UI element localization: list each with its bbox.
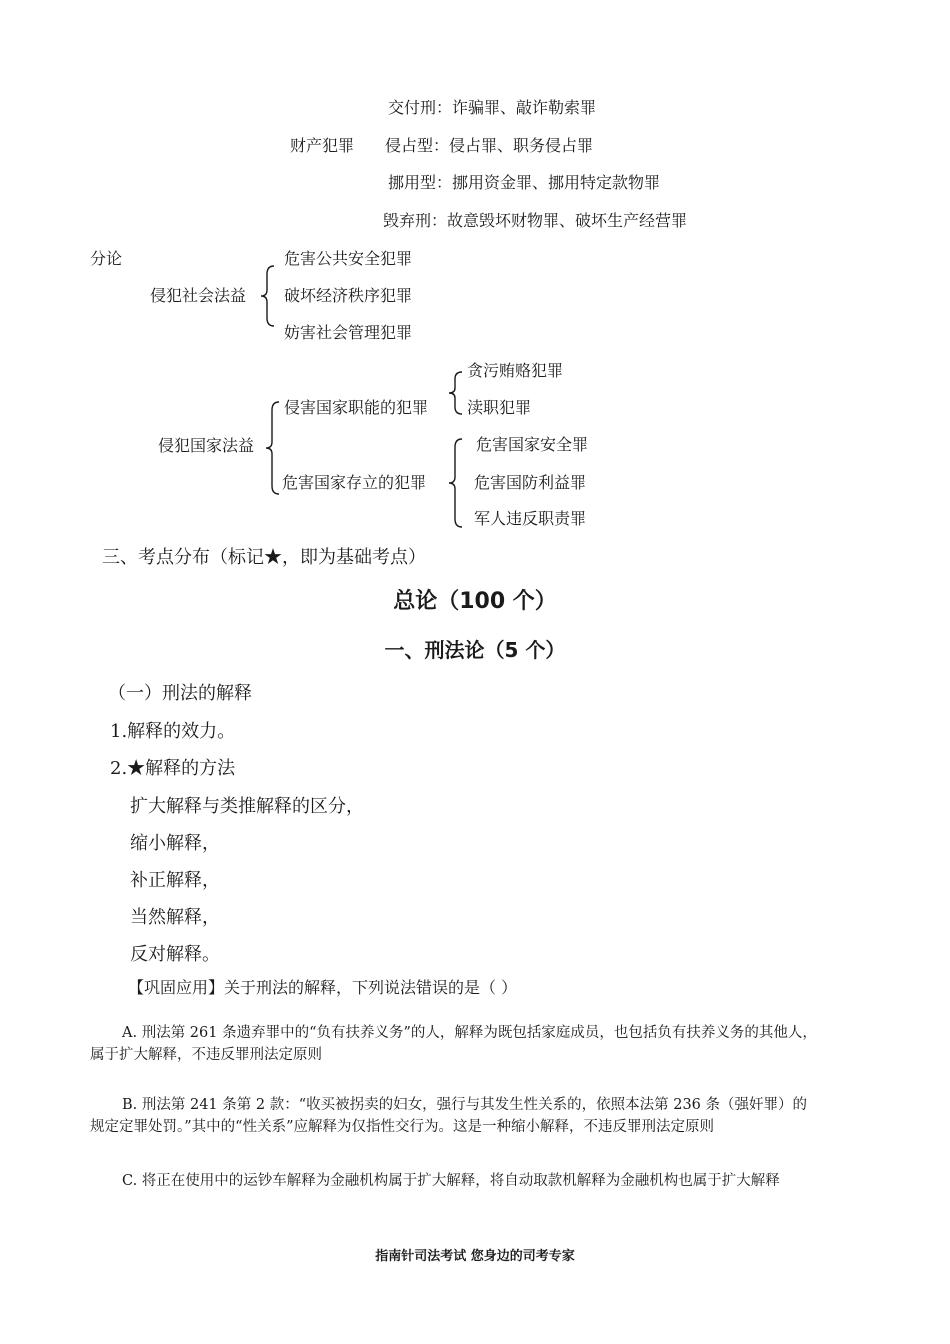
method-expansion-vs-analogy: 扩大解释与类推解释的区分， (130, 796, 364, 817)
state-interest-label: 侵犯国家法益 (158, 436, 255, 455)
method-a-contrario: 反对解释。 (130, 944, 220, 965)
list-item-effect: 1.解释的效力。 (110, 721, 236, 742)
option-b: B. 刑法第 241 条第 2 款：“收买被拐卖的妇女，强行与其发生性关系的，依照本法第 236 条（强奸罪）的规定定罪处罚。”其中的“性关系”应解释为仅指性交行为。这是一种缩小解释，不违反罪刑法定原则 (90, 1097, 808, 1135)
method-a-fortiori: 当然解释， (130, 907, 220, 928)
existence-item-state-security: 危害国家安全罪 (476, 435, 589, 454)
property-item-misappropriate: 挪用型：挪用资金罪、挪用特定款物罪 (388, 173, 661, 192)
existence-item-military-duty: 军人违反职责罪 (474, 509, 587, 528)
list-item-methods: 2.★解释的方法 (110, 758, 236, 779)
page-title: 总论（100 个） (393, 589, 557, 614)
subsection-heading: （一）刑法的解释 (108, 683, 252, 704)
existence-item-national-defense: 危害国防利益罪 (474, 473, 587, 492)
option-a: A. 刑法第 261 条遗弃罪中的“负有扶养义务”的人，解释为既包括家庭成员，也包括负有扶养义务的其他人，属于扩大解释，不违反罪刑法定原则 (90, 1025, 817, 1063)
duty-brace (446, 370, 466, 416)
state-brace (263, 400, 283, 496)
duty-item-corruption: 贪污贿赂犯罪 (467, 361, 564, 380)
social-brace (258, 264, 278, 328)
section-heading-exam-points: 三、考点分布（标记★，即为基础考点） (102, 547, 426, 568)
tree-root-label: 分论 (90, 249, 123, 268)
method-corrective: 补正解释， (130, 870, 220, 891)
method-narrowing: 缩小解释， (130, 833, 220, 854)
property-item-destroy: 毁弃刑：故意毁坏财物罪、破坏生产经营罪 (383, 211, 688, 230)
property-item-embezzle: 侵占型：侵占罪、职务侵占罪 (385, 136, 594, 155)
social-item-public-safety: 危害公共安全犯罪 (284, 249, 413, 268)
chapter-title: 一、刑法论（5 个） (384, 638, 566, 662)
property-crime-label: 财产犯罪 (290, 136, 355, 155)
state-existence-label: 危害国家存立的犯罪 (282, 473, 427, 492)
social-interest-label: 侵犯社会法益 (150, 286, 247, 305)
question-stem: 【巩固应用】关于刑法的解释，下列说法错误的是（ ） (128, 978, 518, 997)
page-footer: 指南针司法考试 您身边的司考专家 (375, 1249, 575, 1264)
state-duty-label: 侵害国家职能的犯罪 (284, 398, 429, 417)
social-item-economic-order: 破坏经济秩序犯罪 (284, 286, 413, 305)
property-item-delivery: 交付刑：诈骗罪、敲诈勒索罪 (388, 98, 597, 117)
social-item-social-management: 妨害社会管理犯罪 (284, 323, 413, 342)
duty-item-dereliction: 渎职犯罪 (467, 398, 532, 417)
existence-brace (446, 437, 466, 529)
option-c: C. 将正在使用中的运钞车解释为金融机构属于扩大解释，将自动取款机解释为金融机构也属于扩大解释 (122, 1173, 780, 1189)
